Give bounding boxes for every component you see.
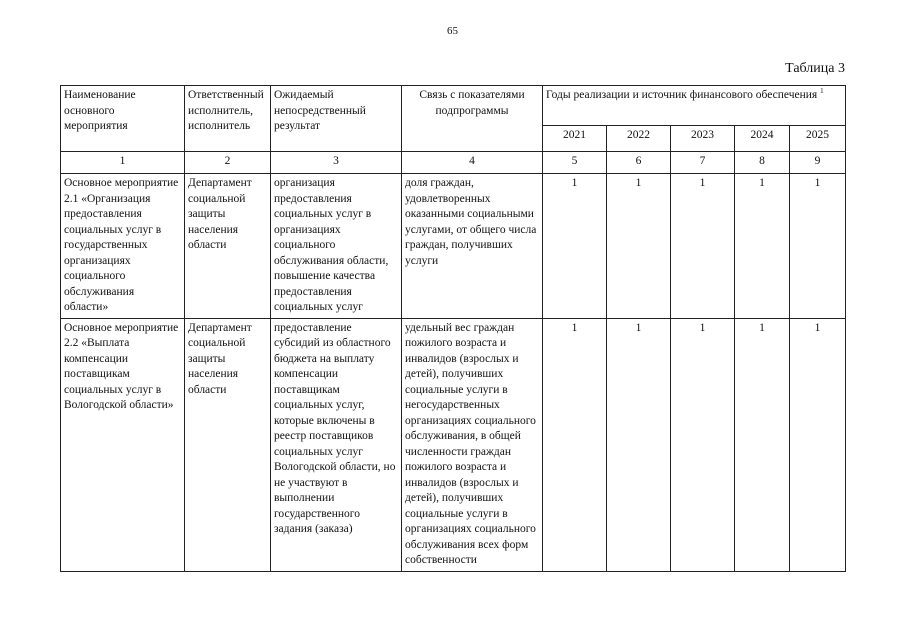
header-year: 2024	[735, 126, 790, 152]
year-value: 1	[607, 318, 671, 571]
year-value: 1	[790, 318, 846, 571]
activity-executor: Департамент социальной защиты населения области	[185, 318, 271, 571]
activity-name: Основное мероприятие 2.1 «Организация предоставления социальных услуг в государственных организациях социального обслуживания области»	[61, 174, 185, 319]
header-expected-result: Ожидаемый непосредственный результат	[271, 86, 402, 152]
column-number: 3	[271, 152, 402, 174]
column-number: 8	[735, 152, 790, 174]
header-indicator-link: Связь с показателями подпрограммы	[402, 86, 543, 152]
column-number: 2	[185, 152, 271, 174]
activity-result: организация предоставления социальных услуг в организациях социального обслуживания области, повышение качества предоставления социальных услуг	[271, 174, 402, 319]
header-year: 2022	[607, 126, 671, 152]
table-row	[61, 318, 846, 571]
column-number: 4	[402, 152, 543, 174]
activity-name: Основное мероприятие 2.2 «Выплата компенсации поставщикам социальных услуг в Вологодской области»	[61, 318, 185, 571]
activity-result: предоставление субсидий из областного бюджета на выплату компенсации поставщикам социальных услуг, которые включены в реестр поставщиков социальных услуг Вологодской области, но не участвуют в выполнении государственного задания (заказа)	[271, 318, 402, 571]
header-year: 2021	[543, 126, 607, 152]
year-value: 1	[735, 318, 790, 571]
activity-indicator: доля граждан, удовлетворенных оказанными социальными услугами, от общего числа граждан, получивших услуги	[402, 174, 543, 319]
table-caption: Таблица 3	[785, 61, 845, 76]
header-year: 2023	[671, 126, 735, 152]
header-executor: Ответственный исполнитель, исполнитель	[185, 86, 271, 152]
year-value: 1	[607, 174, 671, 319]
header-row	[61, 86, 846, 126]
year-value: 1	[543, 318, 607, 571]
activity-executor: Департамент социальной защиты населения области	[185, 174, 271, 319]
header-years-group-text: Годы реализации и источник финансового обеспечения	[546, 89, 818, 101]
page-number: 65	[447, 25, 458, 37]
header-activity-name: Наименование основного мероприятия	[61, 86, 185, 152]
table-row	[61, 174, 846, 319]
column-number: 5	[543, 152, 607, 174]
column-number: 1	[61, 152, 185, 174]
column-number: 9	[790, 152, 846, 174]
column-number: 6	[607, 152, 671, 174]
year-value: 1	[790, 174, 846, 319]
footnote-mark: 1	[820, 87, 824, 96]
year-value: 1	[671, 174, 735, 319]
activity-indicator: удельный вес граждан пожилого возраста и инвалидов (взрослых и детей), получивших социальные услуги в негосударственных организациях социального обслуживания, в общей численности граждан пожилого возраста и инвалидов (взрослых и детей), получивших социальные услуги в организациях социального обслуживания всех форм собственности	[402, 318, 543, 571]
year-value: 1	[671, 318, 735, 571]
activities-table	[60, 85, 846, 572]
column-number: 7	[671, 152, 735, 174]
header-year: 2025	[790, 126, 846, 152]
year-value: 1	[735, 174, 790, 319]
column-number-row	[61, 152, 846, 174]
year-value: 1	[543, 174, 607, 319]
header-years-group	[543, 86, 846, 126]
